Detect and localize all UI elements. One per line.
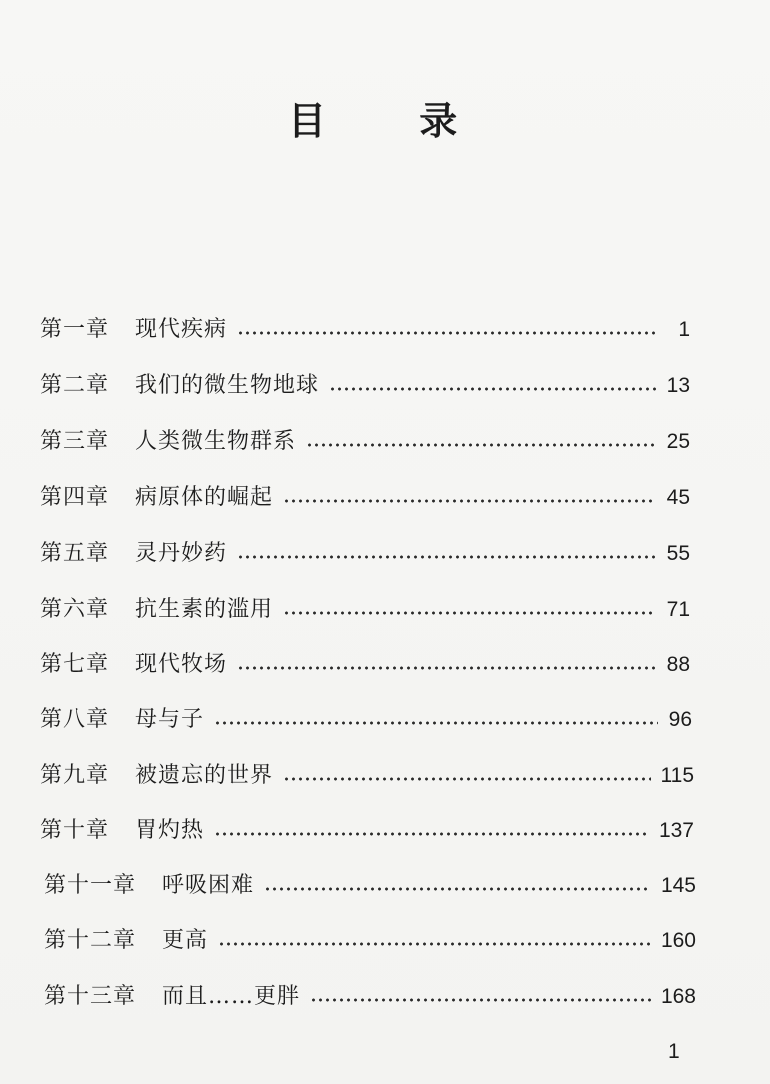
- toc-entry[interactable]: [40, 366, 690, 406]
- chapter-number: 第四章: [40, 485, 110, 510]
- chapter-title: 被遗忘的世界: [135, 763, 274, 788]
- toc-entry[interactable]: [40, 422, 690, 462]
- toc-entry[interactable]: [40, 590, 690, 630]
- dot-leader: [306, 422, 656, 462]
- chapter-number: 第五章: [40, 541, 110, 566]
- chapter-title: 我们的微生物地球: [135, 373, 320, 398]
- dot-leader: [237, 534, 656, 574]
- page-number: 55: [666, 542, 690, 565]
- chapter-number: 第十三章: [44, 984, 137, 1009]
- chapter-number: 第七章: [40, 652, 110, 677]
- dot-leader: [329, 366, 656, 406]
- chapter-title: 现代牧场: [135, 652, 228, 677]
- chapter-number: 第三章: [40, 429, 110, 454]
- dot-leader: [214, 811, 649, 851]
- toc-entry[interactable]: [40, 756, 694, 796]
- page-number: 71: [666, 598, 690, 621]
- chapter-title: 更高: [162, 928, 209, 953]
- page-number: 137: [658, 819, 694, 842]
- chapter-number: 第九章: [40, 763, 110, 788]
- dot-leader: [283, 590, 656, 630]
- chapter-title: 母与子: [135, 707, 205, 732]
- dot-leader: [310, 977, 651, 1017]
- page-number: 115: [660, 764, 694, 787]
- page-number: 168: [660, 985, 696, 1008]
- dot-leader: [218, 921, 651, 961]
- page-number: 145: [660, 874, 696, 897]
- chapter-title: 胃灼热: [135, 818, 205, 843]
- dot-leader: [237, 310, 656, 350]
- dot-leader: [264, 866, 651, 906]
- toc-entry[interactable]: [40, 534, 690, 574]
- toc-entry[interactable]: [40, 478, 690, 518]
- chapter-title: 抗生素的滥用: [135, 597, 274, 622]
- page-number: 13: [666, 374, 690, 397]
- chapter-number: 第八章: [40, 707, 110, 732]
- page-folio: 1: [668, 1040, 680, 1063]
- toc-entry[interactable]: [44, 977, 696, 1017]
- chapter-number: 第二章: [40, 373, 110, 398]
- toc-entry[interactable]: [40, 811, 694, 851]
- page-number: 1: [678, 318, 690, 341]
- page-number: 88: [666, 653, 690, 676]
- page-number: 45: [666, 486, 690, 509]
- chapter-number: 第十一章: [44, 873, 137, 898]
- chapter-title: 灵丹妙药: [135, 541, 228, 566]
- chapter-title: 人类微生物群系: [135, 429, 297, 454]
- page-number: 25: [666, 430, 690, 453]
- chapter-title: 病原体的崛起: [135, 485, 274, 510]
- chapter-number: 第一章: [40, 317, 110, 342]
- toc-entry[interactable]: [40, 310, 690, 350]
- toc-title: 目 录: [288, 98, 498, 143]
- chapter-number: 第六章: [40, 597, 110, 622]
- dot-leader: [283, 478, 656, 518]
- chapter-title: 现代疾病: [135, 317, 228, 342]
- dot-leader: [214, 700, 658, 740]
- dot-leader: [283, 756, 650, 796]
- chapter-number: 第十章: [40, 818, 110, 843]
- toc-entry[interactable]: [44, 921, 696, 961]
- chapter-title: 呼吸困难: [162, 873, 255, 898]
- toc-entry[interactable]: [40, 700, 692, 740]
- chapter-title: 而且……更胖: [162, 984, 301, 1009]
- dot-leader: [237, 645, 656, 685]
- chapter-number: 第十二章: [44, 928, 137, 953]
- page-number: 160: [660, 929, 696, 952]
- toc-entry[interactable]: [44, 866, 696, 906]
- page-number: 96: [668, 708, 692, 731]
- toc-entry[interactable]: [40, 645, 690, 685]
